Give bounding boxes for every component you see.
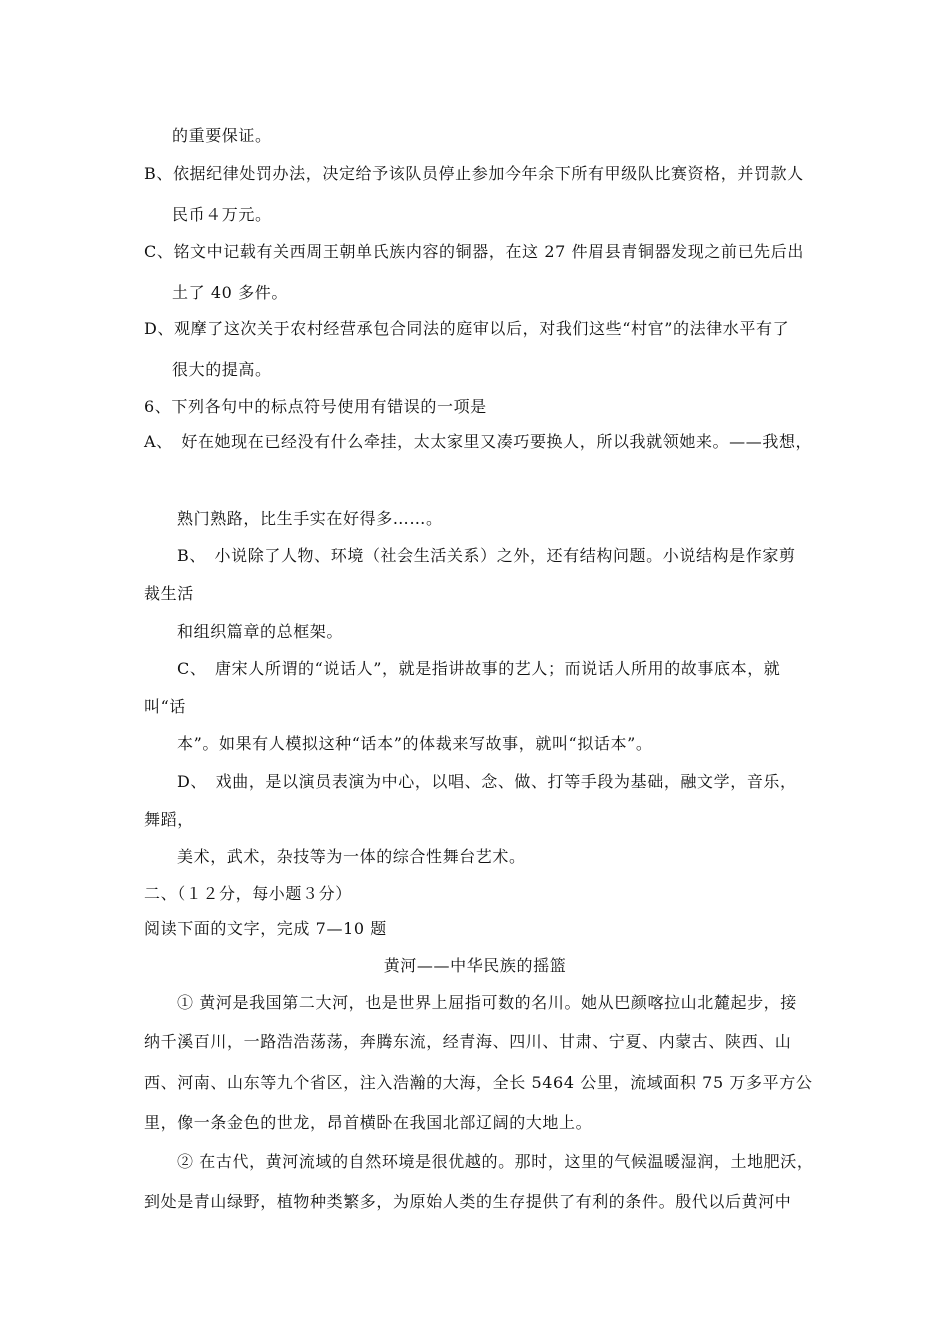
q5-option-c: C、铭文中记载有关西周王朝单氏族内容的铜器，在这 27 件眉县青铜器发现之前已先后出 bbox=[144, 242, 804, 261]
q5-option-d: D、观摩了这次关于农村经营承包合同法的庭审以后，对我们这些“村官”的法律水平有了 bbox=[144, 319, 790, 338]
passage-paragraph-2-line-2: 到处是青山绿野，植物种类繁多，为原始人类的生存提供了有利的条件。殷代以后黄河中 bbox=[144, 1192, 792, 1211]
question-6-stem: 6、下列各句中的标点符号使用有错误的一项是 bbox=[144, 397, 487, 416]
q6-option-c-continuation: 本”。如果有人模拟这种“话本”的体裁来写故事，就叫“拟话本”。 bbox=[177, 734, 653, 753]
q5-option-c-continuation: 土了 40 多件。 bbox=[172, 283, 288, 302]
q5-option-d-continuation: 很大的提高。 bbox=[172, 360, 272, 379]
q6-option-d: D、 戏曲，是以演员表演为中心，以唱、念、做、打等手段为基础，融文学，音乐， bbox=[177, 772, 797, 791]
q5-option-b-continuation: 民币４万元。 bbox=[172, 205, 272, 224]
q6-option-c-wrap: 叫“话 bbox=[144, 697, 186, 716]
q6-option-b: B、 小说除了人物、环境（社会生活关系）之外，还有结构问题。小说结构是作家剪 bbox=[177, 546, 796, 565]
passage-paragraph-2-line-1: ② 在古代，黄河流域的自然环境是很优越的。那时，这里的气候温暖湿润，土地肥沃， bbox=[177, 1152, 814, 1171]
q6-option-b-continuation: 和组织篇章的总框架。 bbox=[177, 622, 344, 641]
passage-title: 黄河——中华民族的摇篮 bbox=[383, 956, 567, 975]
q6-option-a-continuation: 熟门熟路，比生手实在好得多……。 bbox=[177, 509, 443, 528]
q6-option-c: C、 唐宋人所谓的“说话人”，就是指讲故事的艺人；而说话人所用的故事底本，就 bbox=[177, 659, 781, 678]
q6-option-d-wrap: 舞蹈， bbox=[144, 810, 194, 829]
q6-option-d-continuation: 美术，武术，杂技等为一体的综合性舞台艺术。 bbox=[177, 847, 526, 866]
passage-paragraph-1-line-4: 里，像一条金色的世龙，昂首横卧在我国北部辽阔的大地上。 bbox=[144, 1113, 593, 1132]
q6-option-a: A、 好在她现在已经没有什么牵挂，太太家里又凑巧要换人，所以我就领她来。——我想， bbox=[144, 432, 813, 451]
section-2-heading: 二、（１２分，每小题３分） bbox=[144, 884, 352, 903]
q5-option-a-continuation: 的重要保证。 bbox=[172, 126, 272, 145]
passage-paragraph-1-line-2: 纳千溪百川，一路浩浩荡荡，奔腾东流，经青海、四川、甘肃、宁夏、内蒙古、陕西、山 bbox=[144, 1032, 792, 1051]
passage-paragraph-1-line-1: ① 黄河是我国第二大河，也是世界上屈指可数的名川。她从巴颜喀拉山北麓起步，接 bbox=[177, 993, 797, 1012]
passage-paragraph-1-line-3: 西、河南、山东等九个省区，注入浩瀚的大海，全长 5464 公里，流域面积 75 万多平方公 bbox=[144, 1073, 813, 1092]
q6-option-b-wrap: 裁生活 bbox=[144, 584, 194, 603]
q5-option-b: B、依据纪律处罚办法，决定给予该队员停止参加今年余下所有甲级队比赛资格，并罚款人 bbox=[144, 164, 804, 183]
reading-instruction: 阅读下面的文字，完成 7—10 题 bbox=[144, 919, 387, 938]
